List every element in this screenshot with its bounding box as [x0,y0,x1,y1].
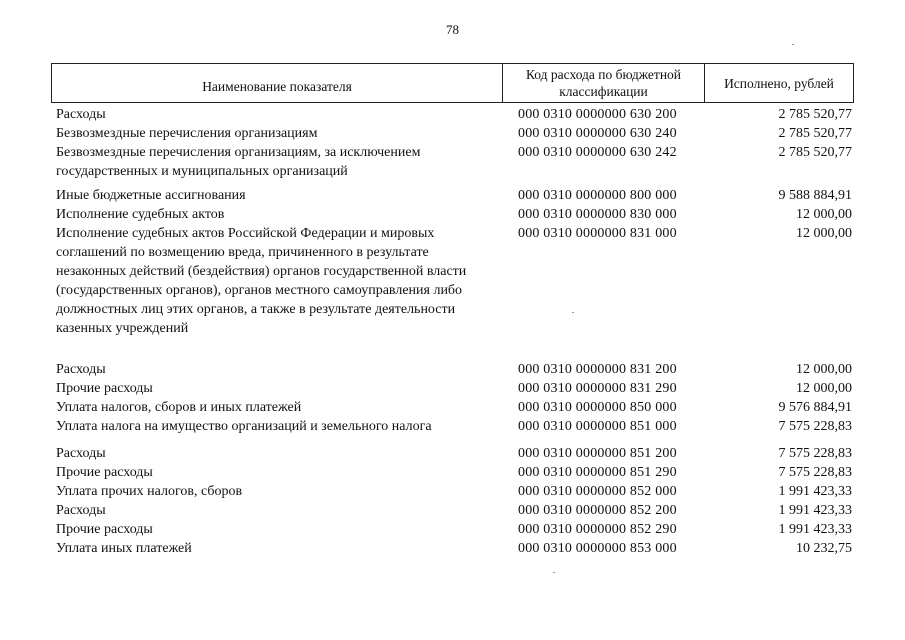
row-amount: 12 000,00 [796,362,852,377]
row-code: 000 0310 0000000 852 290 [518,522,677,537]
row-amount: 9 588 884,91 [778,188,852,203]
row-name: Исполнение судебных актов [56,207,225,222]
row-name: Безвозмездные перечисления организациям, за исключением государственных и муниципальных организаций [56,145,421,179]
scan-speck [553,572,555,573]
row-amount: 7 575 228,83 [778,419,852,434]
row-code: 000 0310 0000000 630 240 [518,126,677,141]
row-name: Исполнение судебных актов Российской Федерации и мировых соглашений по возмещению вреда, причиненного в результате незаконных действий (бездействия) органов государственной власти (государственных органов), органов местного самоуправления либо должностных лиц этих органов, а также в результате деятельности казенных учреждений [56,226,467,336]
row-amount: 2 785 520,77 [778,145,852,160]
row-code: 000 0310 0000000 851 290 [518,465,677,480]
header-executed: Исполнено, рублей [724,75,834,91]
row-name: Иные бюджетные ассигнования [56,188,246,203]
scan-speck [792,44,794,45]
row-code: 000 0310 0000000 630 242 [518,145,677,160]
page-number: 78 [446,22,459,37]
scan-speck [572,312,574,313]
row-amount: 12 000,00 [796,207,852,222]
row-amount: 7 575 228,83 [778,446,852,461]
row-code: 000 0310 0000000 852 200 [518,503,677,518]
row-code: 000 0310 0000000 630 200 [518,107,677,122]
row-name: Безвозмездные перечисления организациям [56,126,318,141]
row-amount: 12 000,00 [796,381,852,396]
row-amount: 1 991 423,33 [778,522,852,537]
row-code: 000 0310 0000000 851 200 [518,446,677,461]
row-amount: 2 785 520,77 [778,107,852,122]
header-name: Наименование показателя [52,64,503,102]
row-amount: 1 991 423,33 [778,503,852,518]
table-header [51,63,854,103]
row-amount: 12 000,00 [796,226,852,241]
row-amount: 2 785 520,77 [778,126,852,141]
row-name: Прочие расходы [56,522,153,537]
row-name: Расходы [56,362,106,377]
row-code: 000 0310 0000000 831 200 [518,362,677,377]
row-code: 000 0310 0000000 800 000 [518,188,677,203]
row-name: Расходы [56,503,106,518]
row-name: Прочие расходы [56,381,153,396]
row-amount: 9 576 884,91 [778,400,852,415]
row-code: 000 0310 0000000 850 000 [518,400,677,415]
row-code: 000 0310 0000000 853 000 [518,541,677,556]
row-name: Уплата налогов, сборов и иных платежей [56,400,302,415]
row-amount: 10 232,75 [796,541,852,556]
row-code: 000 0310 0000000 830 000 [518,207,677,222]
row-code: 000 0310 0000000 852 000 [518,484,677,499]
row-code: 000 0310 0000000 851 000 [518,419,677,434]
row-code: 000 0310 0000000 831 000 [518,226,677,241]
header-code: Код расхода по бюджетной классификации [503,64,705,102]
row-code: 000 0310 0000000 831 290 [518,381,677,396]
row-name: Прочие расходы [56,465,153,480]
row-amount: 7 575 228,83 [778,465,852,480]
row-name: Уплата иных платежей [56,541,192,556]
row-name: Расходы [56,107,106,122]
row-name: Уплата налога на имущество организаций и земельного налога [56,419,432,434]
row-amount: 1 991 423,33 [778,484,852,499]
row-name: Уплата прочих налогов, сборов [56,484,243,499]
row-name: Расходы [56,446,106,461]
